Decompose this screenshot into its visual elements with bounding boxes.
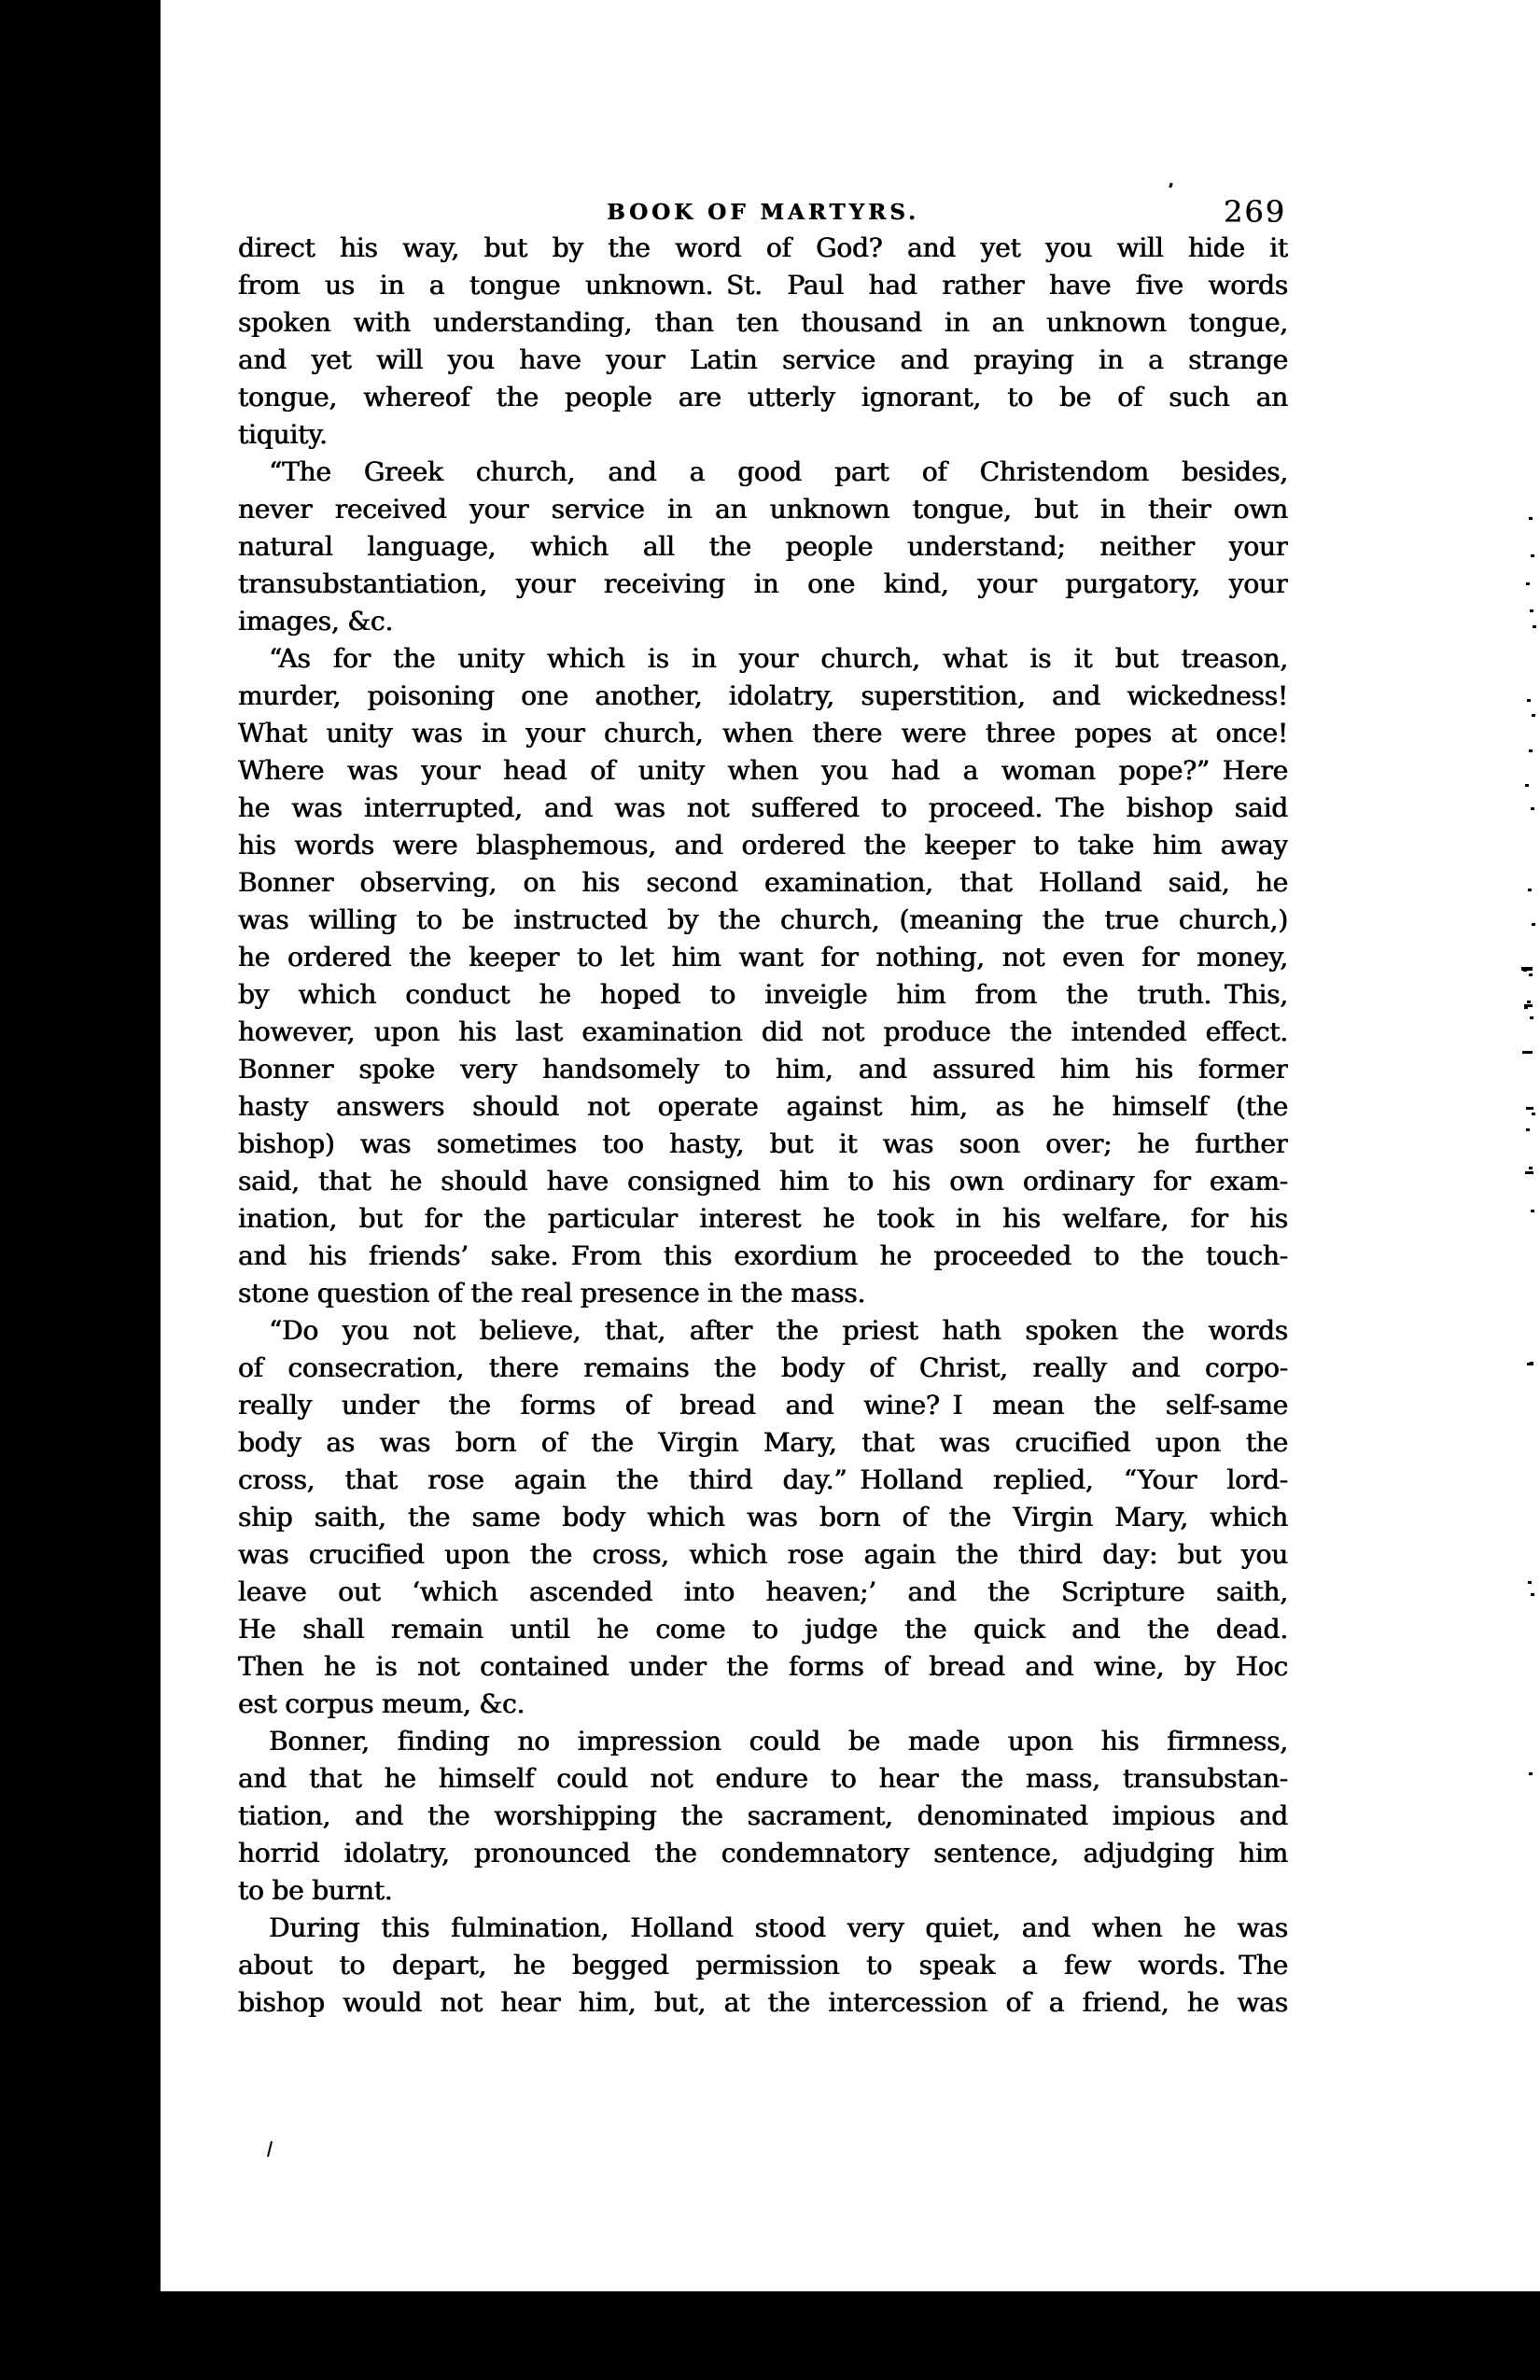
- text-line: body as was born of the Virgin Mary, that was crucified upon the: [238, 1427, 1288, 1458]
- text-line: leave out ‘which ascended into heaven;’ and the Scripture saith,: [238, 1576, 1288, 1607]
- text-line: and yet will you have your Latin service and praying in a strange: [238, 344, 1288, 375]
- text-line: What unity was in your church, when there were three popes at once!: [238, 718, 1288, 749]
- page-text-block: [238, 230, 1288, 2022]
- text-line: tiation, and the worshipping the sacrament, denominated impious and: [238, 1800, 1288, 1831]
- text-line: natural language, which all the people understand; neither your: [238, 531, 1288, 562]
- scan-stray-mark: [1169, 183, 1173, 189]
- scan-stray-mark: [267, 2141, 273, 2157]
- text-line: to be burnt.: [238, 1875, 393, 1906]
- scan-bleed-mark: [1526, 1107, 1533, 1110]
- scan-bleed-mark: [1524, 1004, 1533, 1007]
- text-line: He shall remain until he come to judge the quick and the dead.: [238, 1614, 1288, 1645]
- scan-bleed-mark: [1521, 967, 1533, 971]
- text-line: by which conduct he hoped to inveigle him from the truth. This,: [238, 979, 1288, 1010]
- text-line: transubstantiation, your receiving in one kind, your purgatory, your: [238, 568, 1288, 599]
- text-line: of consecration, there remains the body of Christ, really and corpo-: [238, 1352, 1288, 1383]
- text-line: “The Greek church, and a good part of Christendom besides,: [269, 456, 1288, 487]
- text-line: cross, that rose again the third day.” Holland replied, “Your lord-: [238, 1464, 1288, 1495]
- text-line: Where was your head of unity when you had a woman pope?” Here: [238, 755, 1288, 786]
- text-line: Then he is not contained under the forms of bread and wine, by Hoc: [238, 1651, 1288, 1682]
- text-line: really under the forms of bread and wine? I mean the self-same: [238, 1390, 1288, 1421]
- text-line: spoken with understanding, than ten thousand in an unknown tongue,: [238, 307, 1288, 338]
- text-line: never received your service in an unknown tongue, but in their own: [238, 494, 1288, 525]
- text-line: ship saith, the same body which was born of the Virgin Mary, which: [238, 1502, 1288, 1533]
- page-number: 269: [1223, 194, 1286, 230]
- text-line: Bonner spoke very handsomely to him, and assured him his former: [238, 1054, 1288, 1085]
- text-line: images, &c.: [238, 606, 394, 637]
- page-header: [238, 194, 1288, 231]
- text-line: bishop would not hear him, but, at the intercession of a friend, he was: [238, 1987, 1288, 2018]
- text-line: however, upon his last examination did not produce the intended effect.: [238, 1016, 1288, 1047]
- text-line: Bonner observing, on his second examination, that Holland said, he: [238, 867, 1288, 898]
- text-line: about to depart, he begged permission to speak a few words. The: [238, 1950, 1288, 1981]
- text-line: was crucified upon the cross, which rose again the third day: but you: [238, 1539, 1288, 1570]
- text-line: was willing to be instructed by the church, (meaning the true church,): [238, 904, 1288, 935]
- text-line: est corpus meum, &c.: [238, 1688, 525, 1719]
- running-title: BOOK OF MARTYRS.: [607, 200, 919, 225]
- text-line: horrid idolatry, pronounced the condemnatory sentence, adjudging him: [238, 1838, 1288, 1869]
- text-line: he ordered the keeper to let him want for nothing, not even for money,: [238, 942, 1288, 973]
- text-line: During this fulmination, Holland stood very quiet, and when he was: [269, 1912, 1288, 1943]
- text-line: tiquity.: [238, 419, 328, 450]
- text-line: “As for the unity which is in your church, what is it but treason,: [269, 643, 1288, 674]
- text-line: said, that he should have consigned him to his own ordinary for exam-: [238, 1166, 1288, 1197]
- scan-gutter-left: [0, 0, 161, 2380]
- text-line: and his friends’ sake. From this exordium he proceeded to the touch-: [238, 1240, 1288, 1271]
- text-line: stone question of the real presence in the mass.: [238, 1278, 866, 1309]
- text-line: he was interrupted, and was not suffered to proceed. The bishop said: [238, 792, 1288, 823]
- text-line: from us in a tongue unknown. St. Paul had rather have five words: [238, 270, 1288, 301]
- scan-bleed-mark: [1522, 1051, 1533, 1054]
- text-line: tongue, whereof the people are utterly ignorant, to be of such an: [238, 382, 1288, 413]
- scan-bleed-mark: [1525, 1171, 1533, 1174]
- text-line: murder, poisoning one another, idolatry, superstition, and wickedness!: [238, 680, 1288, 711]
- scan-bleed-mark: [1527, 1363, 1533, 1365]
- scan-edge-noise: [1529, 517, 1533, 520]
- scan-gutter-bottom: [0, 2291, 1540, 2380]
- scan-gutter-left-noise: [129, 37, 132, 41]
- text-line: his words were blasphemous, and ordered the keeper to take him away: [238, 830, 1288, 861]
- text-line: ination, but for the particular interest he took in his welfare, for his: [238, 1203, 1288, 1234]
- text-line: “Do you not believe, that, after the priest hath spoken the words: [269, 1315, 1288, 1346]
- text-line: hasty answers should not operate against him, as he himself (the: [238, 1091, 1288, 1122]
- text-line: Bonner, finding no impression could be made upon his firmness,: [269, 1726, 1288, 1757]
- text-line: bishop) was sometimes too hasty, but it was soon over; he further: [238, 1128, 1288, 1159]
- text-line: and that he himself could not endure to hear the mass, transubstan-: [238, 1763, 1288, 1794]
- text-line: direct his way, but by the word of God? and yet you will hide it: [238, 232, 1288, 263]
